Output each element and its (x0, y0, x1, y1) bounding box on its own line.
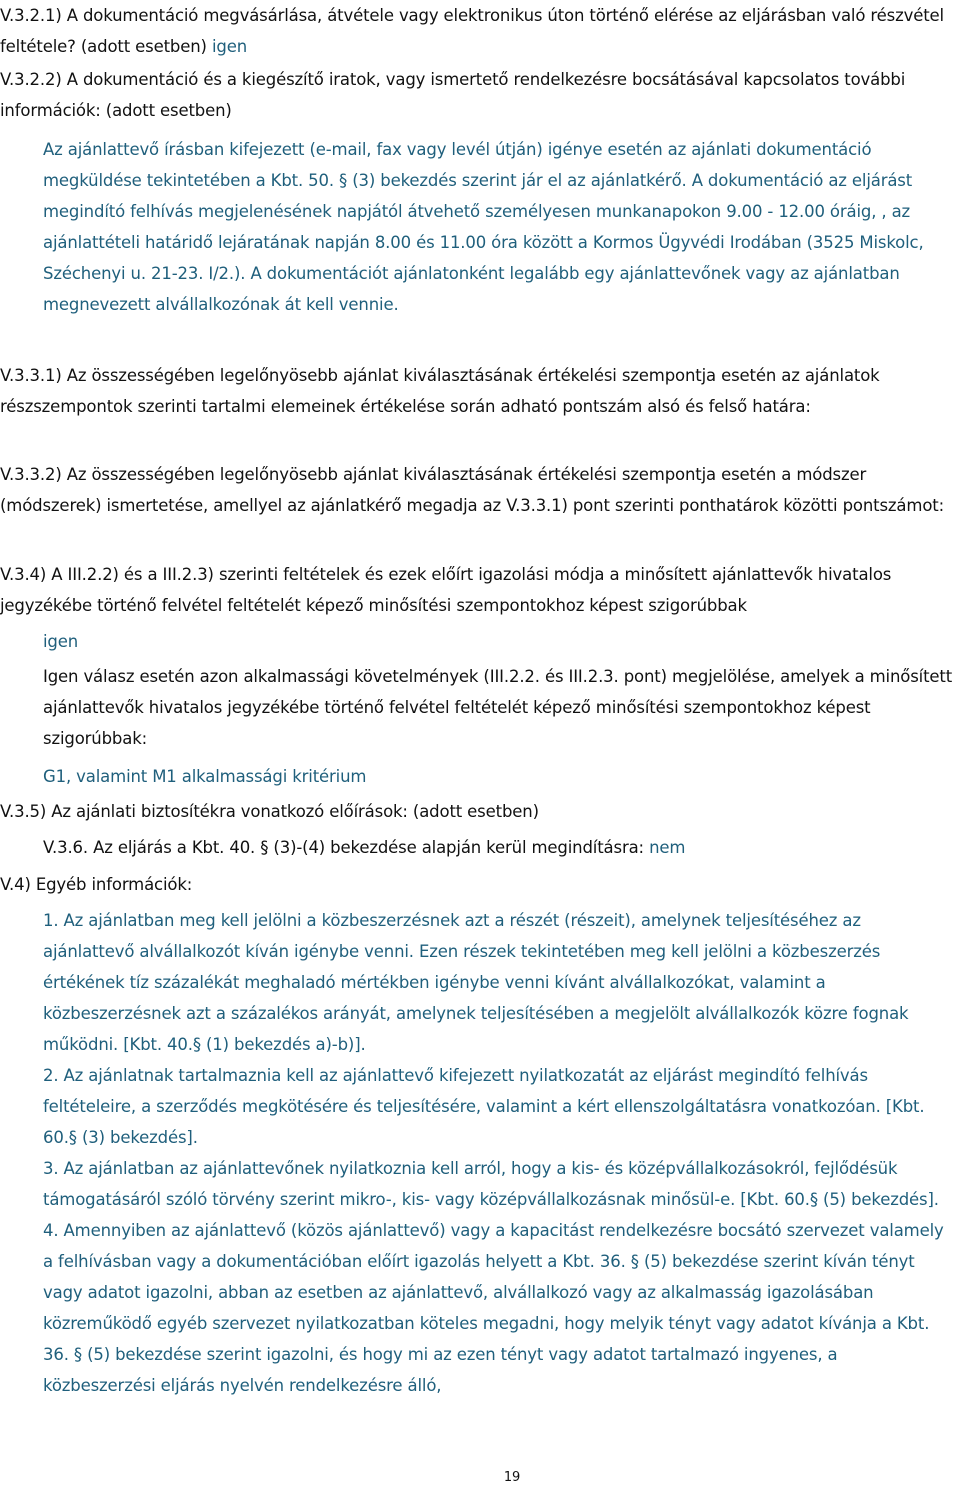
section-v334-followup-text: Igen válasz esetén azon alkalmassági követelmények (III.2.2. és III.2.3. pont) megjelölése, amelyek a minősített ajánlattevők hivatalos jegyzékébe történő felvétel feltételét képező minősítési szempontokhoz képest szigorúbbak: (43, 667, 953, 748)
section-v334-criteria-text: G1, valamint M1 alkalmassági kritérium (43, 767, 367, 786)
section-v336 (43, 832, 955, 863)
section-v322-body (43, 134, 955, 320)
section-v334-text: V.3.4) A III.2.2) és a III.2.3) szerinti feltételek és ezek előírt igazolási módja a minősített ajánlattevők hivatalos jegyzékébe történő felvétel feltételét képező minősítési szempontokhoz képest szigorúbbak (0, 565, 892, 615)
section-v331 (0, 360, 960, 422)
other-info-item-4: 4. Amennyiben az ajánlattevő (közös ajánlattevő) vagy a kapacitást rendelkezésre bocsátó szervezet valamely a felhívásban vagy a dokumentációban előírt igazolás helyett a Kbt. 36. § (5) bekezdése szerint kíván tényt vagy adatot igazolni, abban az esetben az ajánlattevő, alvállalkozó vagy az alkalmasság igazolásában közreműködő egyéb szervezet nyilatkozatban köteles megadni, hogy melyik tényt vagy adatot kívánja a Kbt. 36. § (5) bekezdése szerint igazolni, és hogy mi az ezen tényt vagy adatot tartalmazó ingyenes, a közbeszerzési eljárás nyelvén rendelkezésre álló, (43, 1221, 944, 1395)
section-v334 (0, 559, 960, 621)
other-info-item-2: 2. Az ajánlatnak tartalmaznia kell az ajánlattevő kifejezett nyilatkozatát az eljárást megindító felhívás feltételeire, a szerződés megkötésére és teljesítésére, valamint a kért ellenszolgáltatásra vonatkozóan. [Kbt. 60.§ (3) bekezdés]. (43, 1066, 925, 1147)
section-v335 (0, 796, 960, 827)
section-v334-followup (43, 661, 955, 754)
section-v332-text: V.3.3.2) Az összességében legelőnyösebb ajánlat kiválasztásának értékelési szempontja esetén a módszer (módszerek) ismertetése, amellyel az ajánlatkérő megadja az V.3.3.1) pont szerinti ponthatárok közötti pontszámot: (0, 465, 944, 515)
section-v322-heading (0, 64, 960, 126)
other-info-item-1: 1. Az ajánlatban meg kell jelölni a közbeszerzésnek azt a részét (részeit), amelynek teljesítéséhez az ajánlattevő alvállalkozót kíván igénybe venni. Ezen részek tekintetében meg kell jelölni a közbeszerzés értékének tíz százalékát meghaladó mértékben igénybe venni kívánt alvállalkozókat, valamint a közbeszerzésnek azt a százalékos arányát, amelynek teljesítésében a megjelölt alvállalkozók közre fognak működni. [Kbt. 40.§ (1) bekezdés a)-b)]. (43, 911, 909, 1054)
section-v4-heading (0, 869, 960, 900)
section-v4-heading-text: V.4) Egyéb információk: (0, 875, 193, 894)
section-v334-answer: igen (43, 632, 79, 651)
section-v335-text: V.3.5) Az ajánlati biztosítékra vonatkozó előírások: (adott esetben) (0, 802, 539, 821)
section-v334-answer-block (43, 626, 955, 657)
section-v336-answer: nem (649, 838, 686, 857)
section-v331-text: V.3.3.1) Az összességében legelőnyösebb ajánlat kiválasztásának értékelési szempontja esetén az ajánlatok részszempontok szerinti tartalmi elemeinek értékelése során adható pontszám alsó és felső határa: (0, 366, 880, 416)
section-v321-answer: igen (211, 37, 248, 56)
section-v4-items (43, 905, 955, 1401)
section-v334-criteria (43, 761, 955, 792)
section-v332 (0, 459, 960, 521)
page-number: 19 (503, 1470, 521, 1485)
section-v336-text: V.3.6. Az eljárás a Kbt. 40. § (3)-(4) bekezdése alapján kerül megindításra: nem (43, 838, 686, 857)
section-v321-text: V.3.2.1) A dokumentáció megvásárlása, átvétele vagy elektronikus úton történő elérése az eljárásban való részvétel feltétele? (adott esetben) igen (0, 6, 944, 56)
section-v322-body-text: Az ajánlattevő írásban kifejezett (e-mail, fax vagy levél útján) igénye esetén az ajánlati dokumentáció megküldése tekintetében a Kbt. 50. § (3) bekezdés szerint jár el az ajánlatkérő. A dokumentáció az eljárást megindító felhívás megjelenésének napjától átvehető személyesen munkanapokon 9.00 - 12.00 óráig, , az ajánlattételi határidő lejáratának napján 8.00 és 11.00 óra között a Kormos Ügyvédi Irodában (3525 Miskolc, Széchenyi u. 21-23. I/2.). A dokumentációt ajánlatonként legalább egy ajánlattevőnek vagy az ajánlatban megnevezett alvállalkozónak át kell vennie. (43, 140, 924, 314)
section-v321 (0, 0, 960, 62)
other-info-item-3: 3. Az ajánlatban az ajánlattevőnek nyilatkoznia kell arról, hogy a kis- és középvállalkozásokról, fejlődésük támogatásáról szóló törvény szerint mikro-, kis- vagy középvállalkozásnak minősül-e. [Kbt. 60.§ (5) bekezdés]. (43, 1159, 939, 1209)
section-v322-heading-text: V.3.2.2) A dokumentáció és a kiegészítő iratok, vagy ismertető rendelkezésre bocsátásával kapcsolatos további információk: (adott esetben) (0, 70, 906, 120)
